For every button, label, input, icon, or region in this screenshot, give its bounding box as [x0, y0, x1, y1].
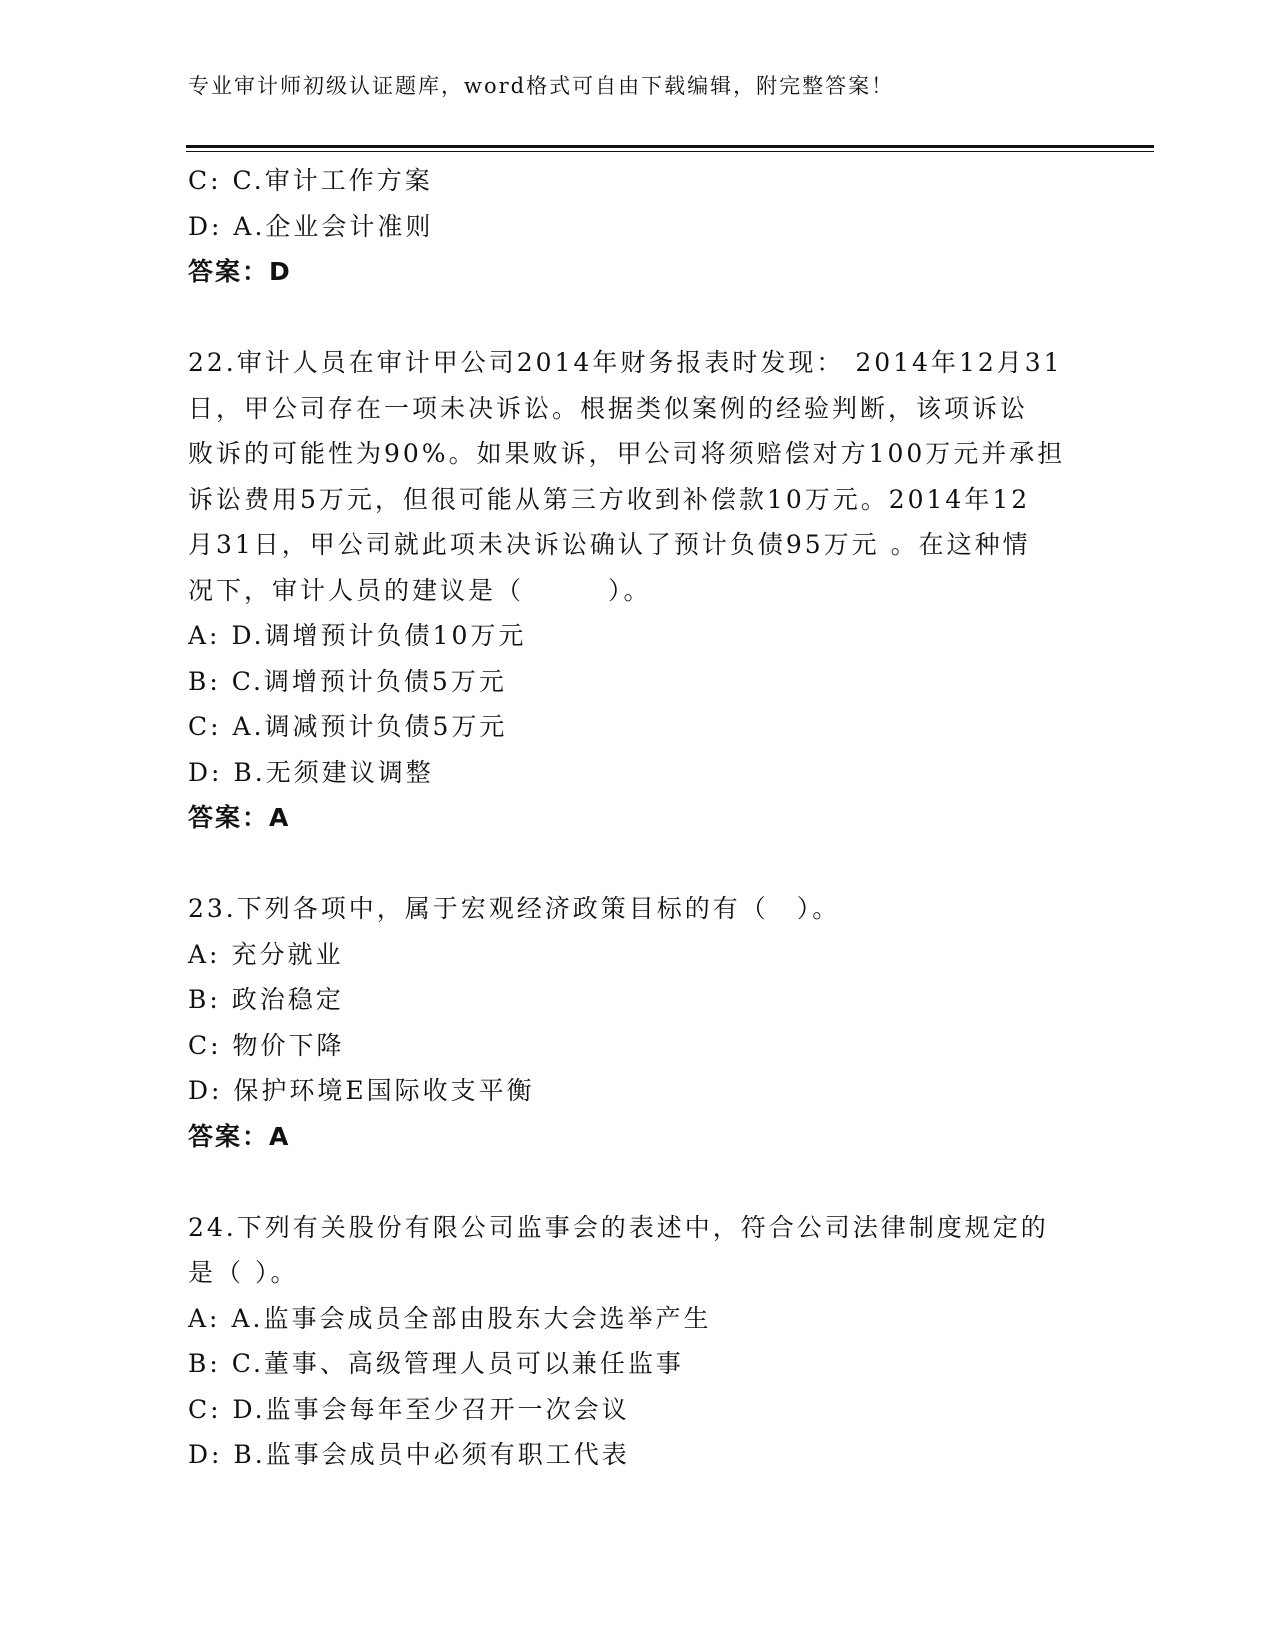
option-text: 物价下降: [232, 1030, 345, 1060]
answer-line: 答案：A: [188, 803, 291, 832]
option-label: C:: [188, 712, 222, 741]
answer-line: 答案：A: [188, 1121, 291, 1151]
question-line: 是（ ）。: [188, 1258, 299, 1287]
question-line: 况下，审计人员的建议是（ ）。: [188, 575, 652, 605]
question-line: 23.下列各项中，属于宏观经济政策目标的有（ ）。: [188, 894, 841, 923]
header-rule-thick: [186, 145, 1154, 148]
spacer: [188, 841, 1088, 887]
option-line: [188, 977, 1088, 1023]
question-line: 22.审计人员在审计甲公司2014年财务报表时发现： 2014年12月31: [188, 348, 1063, 377]
option-text: D.调增预计负债10万元: [231, 621, 527, 650]
question-content: [188, 158, 1088, 1478]
option-label: D:: [188, 1440, 223, 1469]
option-label: C:: [188, 1030, 222, 1060]
option-label: D:: [188, 211, 223, 241]
question-line: 月31日，甲公司就此项未决诉讼确认了预计负债95万元 。在这种情: [188, 530, 1031, 559]
option-label: D:: [188, 757, 223, 787]
answer-line: 答案：D: [188, 257, 292, 286]
option-label: C:: [188, 166, 222, 195]
option-line: [188, 1023, 1088, 1069]
option-line: [188, 613, 1088, 659]
option-label: C:: [188, 1394, 222, 1424]
question-line: 诉讼费用5万元，但很可能从第三方收到补偿款10万元。2014年12: [188, 484, 1031, 514]
question-line: 24.下列有关股份有限公司监事会的表述中，符合公司法律制度规定的: [188, 1212, 1049, 1242]
option-label: B:: [188, 666, 221, 696]
question-stem: [188, 340, 1088, 613]
option-text: A.调减预计负债5万元: [232, 712, 508, 741]
option-text: A.监事会成员全部由股东大会选举产生: [231, 1303, 712, 1333]
option-text: B.监事会成员中必须有职工代表: [233, 1440, 630, 1469]
question-line: 败诉的可能性为90%。如果败诉，甲公司将须赔偿对方100万元并承担: [188, 439, 1066, 468]
option-line: [188, 750, 1088, 796]
option-line: [188, 932, 1088, 978]
option-label: B:: [188, 1349, 221, 1378]
option-label: A:: [188, 621, 221, 650]
option-text: 保护环境E国际收支平衡: [233, 1076, 535, 1105]
option-line: [188, 1432, 1088, 1478]
question-line: 日，甲公司存在一项未决诉讼。根据类似案例的经验判断，该项诉讼: [188, 393, 1029, 423]
option-line: [188, 1296, 1088, 1342]
option-text: 政治稳定: [231, 985, 344, 1014]
option-text: C.董事、高级管理人员可以兼任监事: [231, 1349, 684, 1378]
option-line: [188, 158, 1088, 204]
option-text: A.企业会计准则: [233, 211, 434, 241]
option-text: C.审计工作方案: [232, 166, 433, 195]
option-line: [188, 1387, 1088, 1433]
option-line: [188, 659, 1088, 705]
header-rule-thin: [186, 151, 1154, 152]
spacer: [188, 295, 1088, 341]
option-label: D:: [188, 1076, 223, 1105]
option-text: 充分就业: [231, 939, 344, 969]
option-line: [188, 1341, 1088, 1387]
option-label: B:: [188, 985, 221, 1014]
option-label: A:: [188, 1303, 221, 1333]
page-header: 专业审计师初级认证题库，word格式可自由下载编辑，附完整答案！: [188, 74, 895, 98]
option-text: D.监事会每年至少召开一次会议: [232, 1394, 630, 1424]
option-text: C.调增预计负债5万元: [231, 666, 507, 696]
option-line: [188, 204, 1088, 250]
option-line: [188, 1068, 1088, 1114]
option-text: B.无须建议调整: [233, 757, 434, 787]
option-line: [188, 704, 1088, 750]
spacer: [188, 1159, 1088, 1205]
question-stem: [188, 886, 1088, 932]
option-label: A:: [188, 939, 221, 969]
question-stem: [188, 1205, 1088, 1296]
